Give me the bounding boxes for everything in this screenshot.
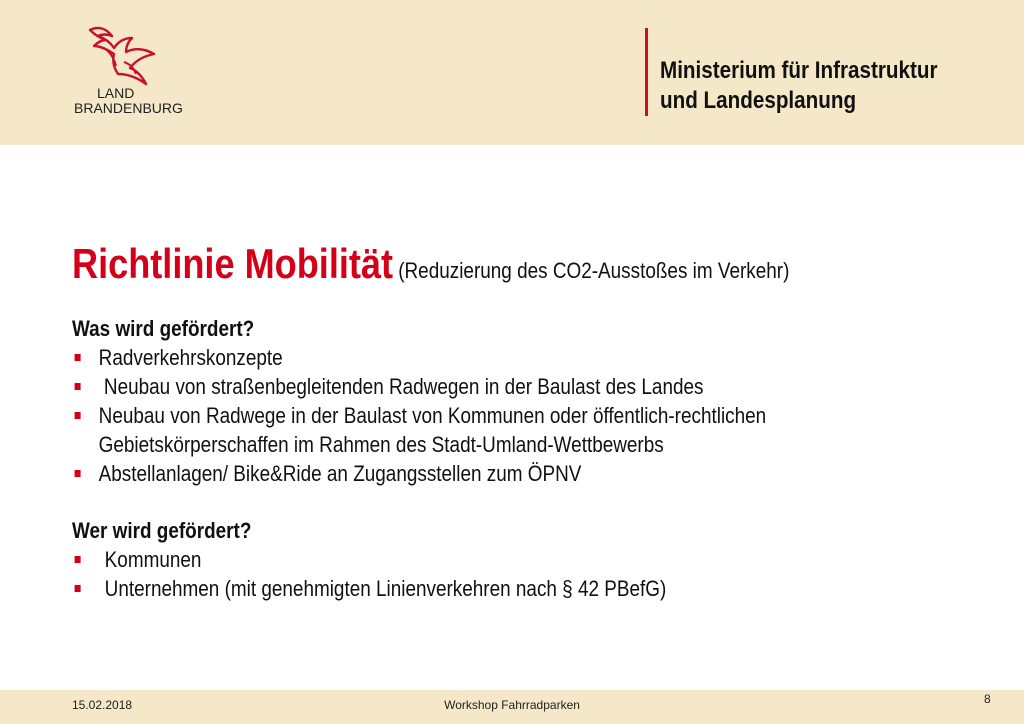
section-heading-funded: Was wird gefördert? — [72, 316, 255, 341]
ministry-line-2: und Landesplanung — [660, 87, 857, 114]
slide-title-line — [72, 240, 846, 288]
logo-text-brandenburg: BRANDENBURG — [74, 100, 183, 116]
list-item — [72, 401, 846, 430]
list-item — [72, 574, 846, 603]
bullet-square-icon — [75, 412, 81, 419]
footer-band — [0, 690, 1024, 724]
list-item-text: Gebietskörperschaffen im Rahmen des Stadt-Umland-Wettbewerbs — [98, 432, 664, 457]
header-divider — [645, 28, 648, 116]
list-item-text: Neubau von Radwege in der Baulast von Kommunen oder öffentlich-rechtlichen — [98, 403, 767, 428]
list-item — [72, 372, 846, 401]
list-item-text: Neubau von straßenbegleitenden Radwegen in der Baulast des Landes — [98, 374, 704, 399]
list-item — [72, 343, 846, 372]
list-item-continuation — [72, 430, 846, 459]
footer-date: 15.02.2018 — [72, 698, 133, 712]
footer-title: Workshop Fahrradparken — [444, 698, 580, 712]
eagle-icon — [84, 22, 164, 86]
slide-title: Richtlinie Mobilität — [72, 240, 394, 287]
bullet-square-icon — [75, 585, 81, 592]
ministry-name — [660, 56, 961, 116]
list-item-text: Abstellanlagen/ Bike&Ride an Zugangsstellen zum ÖPNV — [98, 461, 582, 486]
bullet-square-icon — [75, 556, 81, 563]
list-item — [72, 459, 846, 488]
list-item-text: Unternehmen (mit genehmigten Linienverkehren nach § 42 PBefG) — [104, 576, 667, 601]
recipients-list — [72, 545, 846, 603]
bullet-square-icon — [75, 470, 81, 477]
funded-list — [72, 343, 846, 488]
list-item — [72, 545, 846, 574]
ministry-line-1: Ministerium für Infrastruktur — [660, 57, 938, 84]
bullet-square-icon — [75, 383, 81, 390]
list-item-text: Kommunen — [104, 547, 202, 572]
list-item-text: Radverkehrskonzepte — [98, 345, 283, 370]
slide-content — [72, 240, 846, 603]
slide-subtitle: (Reduzierung des CO2-Ausstoßes im Verkehr) — [398, 258, 790, 283]
bullet-square-icon — [75, 354, 81, 361]
section-heading-recipients: Wer wird gefördert? — [72, 518, 252, 543]
page-number: 8 — [984, 692, 991, 706]
land-brandenburg-logo — [72, 22, 202, 122]
header-band — [0, 0, 1024, 145]
logo-text-land: LAND — [97, 85, 135, 101]
